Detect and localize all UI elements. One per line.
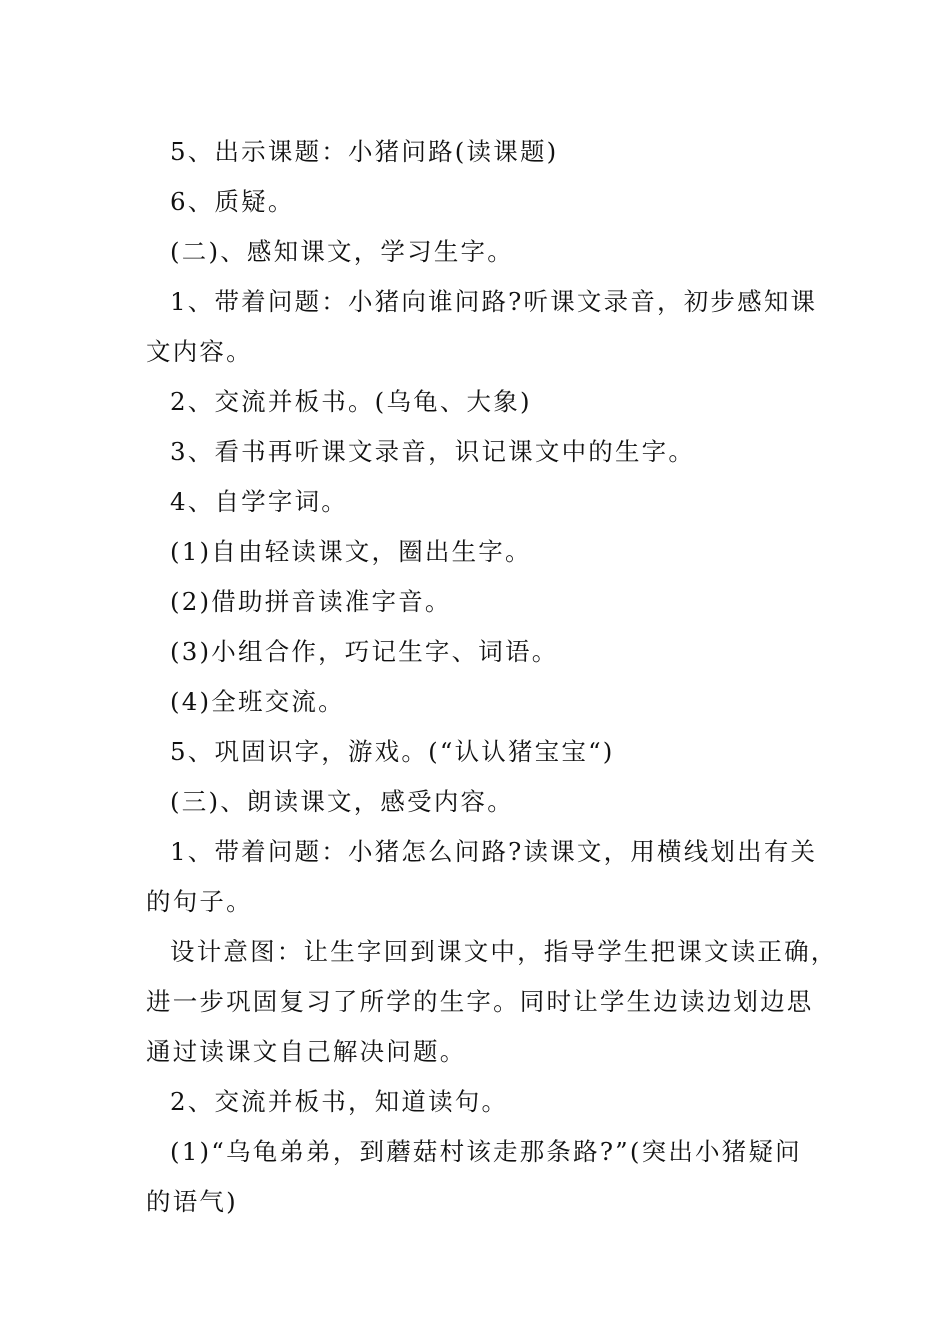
text-line-game: 5、巩固识字，游戏。(“认认猪宝宝“): [170, 737, 615, 766]
text-line-sub-1: (1)自由轻读课文，圈出生字。: [170, 537, 532, 566]
text-line-how-ask: 1、带着问题：小猪怎么问路?读课文，用横线划出有关: [170, 837, 818, 866]
text-line-quote-cont: 的语气): [146, 1187, 238, 1216]
text-line-listen: 1、带着问题：小猪向谁问路?听课文录音，初步感知课: [170, 287, 818, 316]
text-line-design-intent-cont-1: 进一步巩固复习了所学的生字。同时让学生边读边划边思: [146, 987, 814, 1016]
text-line-step-5-title: 5、出示课题：小猪问路(读课题): [170, 137, 559, 166]
text-line-design-intent-cont-2: 通过读课文自己解决问题。: [146, 1037, 467, 1066]
text-line-blackboard: 2、交流并板书。(乌龟、大象): [170, 387, 532, 416]
section-heading-3: (三)、朗读课文，感受内容。: [170, 787, 514, 816]
text-line-self-study: 4、自学字词。: [170, 487, 348, 516]
text-line-listen-cont: 文内容。: [146, 337, 253, 366]
text-line-design-intent: 设计意图：让生字回到课文中，指导学生把课文读正确，: [170, 937, 838, 966]
text-line-sub-4: (4)全班交流。: [170, 687, 345, 716]
text-line-sub-3: (3)小组合作，巧记生字、词语。: [170, 637, 559, 666]
text-line-step-6-question: 6、质疑。: [170, 187, 295, 216]
text-line-quote: (1)“乌龟弟弟，到蘑菇村该走那条路?”(突出小猪疑问: [170, 1137, 802, 1166]
text-line-how-ask-cont: 的句子。: [146, 887, 253, 916]
text-line-sub-2: (2)借助拼音读准字音。: [170, 587, 452, 616]
text-line-read-sentence: 2、交流并板书，知道读句。: [170, 1087, 509, 1116]
text-line-reread: 3、看书再听课文录音，识记课文中的生字。: [170, 437, 696, 466]
section-heading-2: (二)、感知课文，学习生字。: [170, 237, 514, 266]
